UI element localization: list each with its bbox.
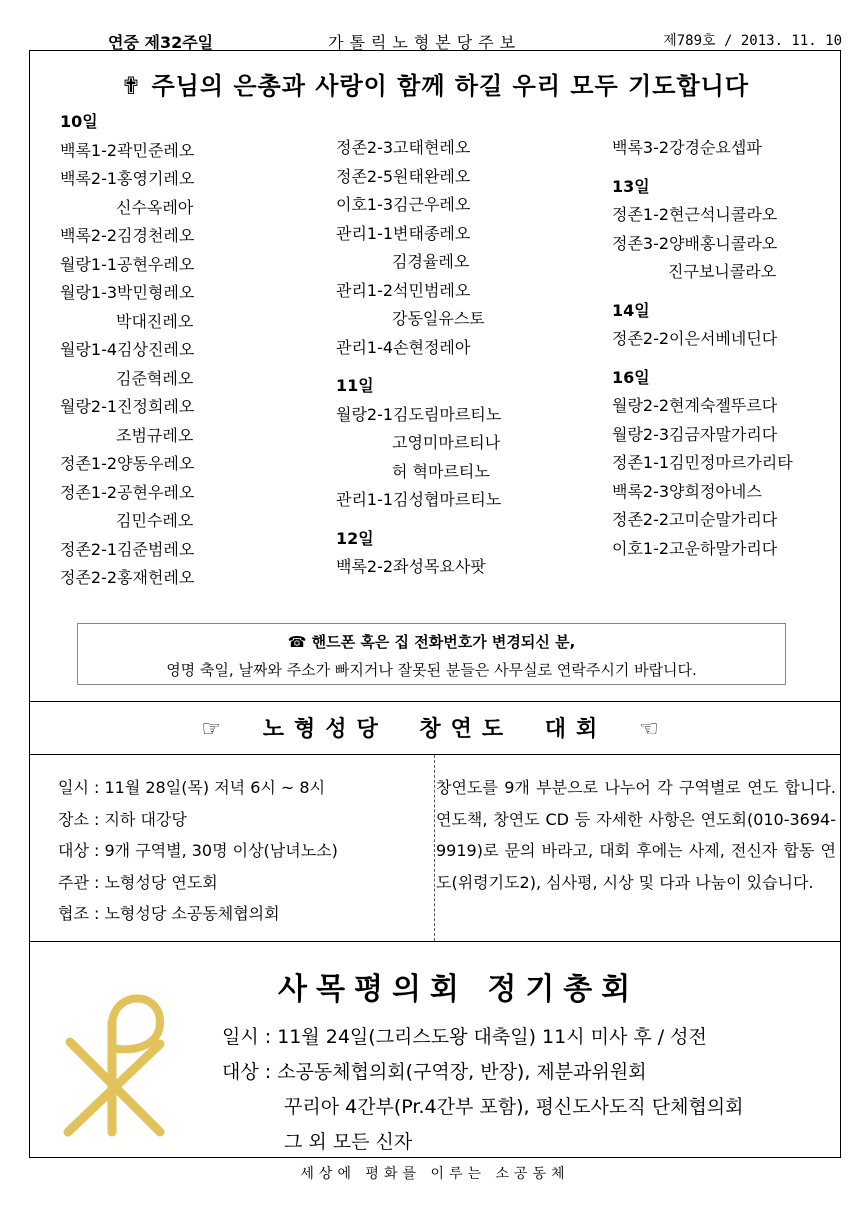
feast-column-2 <box>336 134 501 582</box>
feast-name-entry: 백록2-1홍영기레오 <box>60 169 195 188</box>
council-target-3: 그 외 모든 신자 <box>284 1131 413 1153</box>
feast-name-entry: 허 혁마르티노 <box>392 461 490 481</box>
feast-name-entry: 월랑2-1김도림마르티노 <box>336 404 502 424</box>
contest-host: 주관 : 노형성당 연도회 <box>58 872 218 892</box>
divider-1 <box>29 701 841 702</box>
contest-target: 대상 : 9개 구역별, 30명 이상(남녀노소) <box>58 841 338 860</box>
divider-3 <box>29 941 841 942</box>
council-date: 일시 : 11월 24일(그리스도왕 대축일) 11시 미사 후 / 성전 <box>222 1026 707 1048</box>
chi-rho-icon <box>60 982 180 1142</box>
feast-name-entry: 백록2-2좌성목요사팟 <box>336 557 486 576</box>
issue-number-date: 제789호 / 2013. 11. 10 <box>663 33 842 49</box>
feast-name-entry: 백록3-2강경순요셉파 <box>612 138 762 157</box>
feast-name-entry: 김경율레오 <box>392 252 470 271</box>
feast-name-entry: 정존2-2홍재헌레오 <box>60 568 195 587</box>
feast-name-entry: 고영미마르티나 <box>392 433 501 452</box>
feast-day-heading: 14일 <box>612 300 650 320</box>
feast-day-heading: 12일 <box>336 528 374 548</box>
feast-name-entry: 박대진레오 <box>116 311 194 331</box>
contest-date: 일시 : 11월 28일(목) 저녁 6시 ~ 8시 <box>58 778 326 797</box>
council-target-2: 꾸리아 4간부(Pr.4간부 포함), 평신도사도직 단체협의회 <box>284 1096 744 1118</box>
notice-line-2: 영명 축일, 날짜와 주소가 빠지거나 잘못된 분들은 사무실로 연락주시기 바랍니다. <box>166 661 697 679</box>
feast-name-entry: 정존2-1김준범레오 <box>60 539 195 559</box>
feast-name-entry: 정존3-2양배홍니콜라오 <box>612 233 778 253</box>
contest-info <box>58 772 338 930</box>
feast-name-entry: 백록2-2김경천레오 <box>60 226 195 245</box>
contact-notice <box>77 623 786 685</box>
council-target: 대상 : 소공동체협의회(구역장, 반장), 제분과위원회 <box>222 1061 647 1083</box>
feast-day-heading: 13일 <box>612 176 650 196</box>
feast-name-entry: 김민수레오 <box>116 511 194 530</box>
bulletin-header <box>30 26 842 52</box>
feast-name-entry: 정존1-2공현우레오 <box>60 482 195 502</box>
contest-title: ☞ 노형성당 창연도 대회 ☜ <box>201 717 669 742</box>
feast-name-entry: 신수옥레아 <box>116 197 194 217</box>
council-title: 사목평의회 정기총회 <box>278 972 640 1007</box>
feast-name-entry: 정존1-1김민정마르가리타 <box>612 453 793 472</box>
feast-name-entry: 정존1-2현근석니콜라오 <box>612 205 778 224</box>
feast-name-entry: 월랑2-3김금자말가리다 <box>612 424 778 444</box>
feast-name-entry: 이호1-3김근우레오 <box>336 195 471 214</box>
feast-name-entry: 정존2-2이은서베네딘다 <box>612 329 778 348</box>
feast-name-entry: 관리1-4손현정레아 <box>336 337 471 357</box>
feast-name-entry: 관리1-1변태종레오 <box>336 223 471 243</box>
feast-name-entry: 관리1-1김성협마르티노 <box>336 490 502 509</box>
feast-name-entry: 정존2-5원태완레오 <box>336 166 471 186</box>
feast-name-entry: 진구보니콜라오 <box>668 262 777 281</box>
feast-name-entry: 관리1-2석민범레오 <box>336 280 471 300</box>
contest-description: 창연도를 9개 부분으로 나누어 각 구역별로 연도 합니다. 연도책, 창연도 CD 등 자세한 사항은 연도회(010-3694-9919)로 문의 바라고, 대회 후에는 사제, 전신자 합동 연도(위령기도2), 심사평, 시상 및 다과 나눔이 있습니다. <box>436 778 836 892</box>
feast-name-entry: 월랑2-2현계숙젤뚜르다 <box>612 396 778 415</box>
feast-name-entry: 월랑1-3박민형레오 <box>60 283 195 302</box>
feast-name-entry: 월랑1-4김상진레오 <box>60 340 195 359</box>
feast-day-heading: 16일 <box>612 367 650 387</box>
contest-separator <box>434 755 435 941</box>
feast-name-entry: 백록1-2곽민준레오 <box>60 140 195 160</box>
feast-name-entry: 정존2-2고미순말가리다 <box>612 510 778 529</box>
feast-name-entry: 이호1-2고운하말가리다 <box>612 538 778 558</box>
feast-name-entry: 월랑1-1공현우레오 <box>60 254 195 274</box>
feast-name-entry: 조범규레오 <box>116 425 194 445</box>
divider-2 <box>29 754 841 755</box>
feast-column-3 <box>612 134 793 563</box>
contest-place: 장소 : 지하 대강당 <box>58 809 187 829</box>
feast-name-entry: 정존2-3고태현레오 <box>336 138 471 157</box>
feast-name-entry: 김준혁레오 <box>116 368 194 388</box>
feast-column-1 <box>60 108 194 593</box>
feast-name-entry: 정존1-2양동우레오 <box>60 454 195 473</box>
feast-name-entry: 월랑2-1진정희레오 <box>60 397 195 416</box>
bulletin-title: 가톨릭노형본당주보 <box>328 33 522 52</box>
council-details <box>222 1020 744 1160</box>
contest-support: 협조 : 노형성당 소공동체협의회 <box>58 904 280 923</box>
prayer-title: ✟ 주님의 은총과 사랑이 함께 하길 우리 모두 기도합니다 <box>121 72 749 100</box>
feast-day-heading: 10일 <box>60 112 98 131</box>
bulletin-footer: 세상에 평화를 이루는 소공동체 <box>300 1166 570 1182</box>
feast-name-entry: 강동일유스토 <box>392 309 485 328</box>
feast-name-entry: 백록2-3양희정아네스 <box>612 481 762 501</box>
notice-line-1: ☎ 핸드폰 혹은 집 전화번호가 변경되신 분, <box>287 633 576 651</box>
liturgical-week: 연중 제32주일 <box>108 33 214 52</box>
feast-day-heading: 11일 <box>336 376 374 395</box>
